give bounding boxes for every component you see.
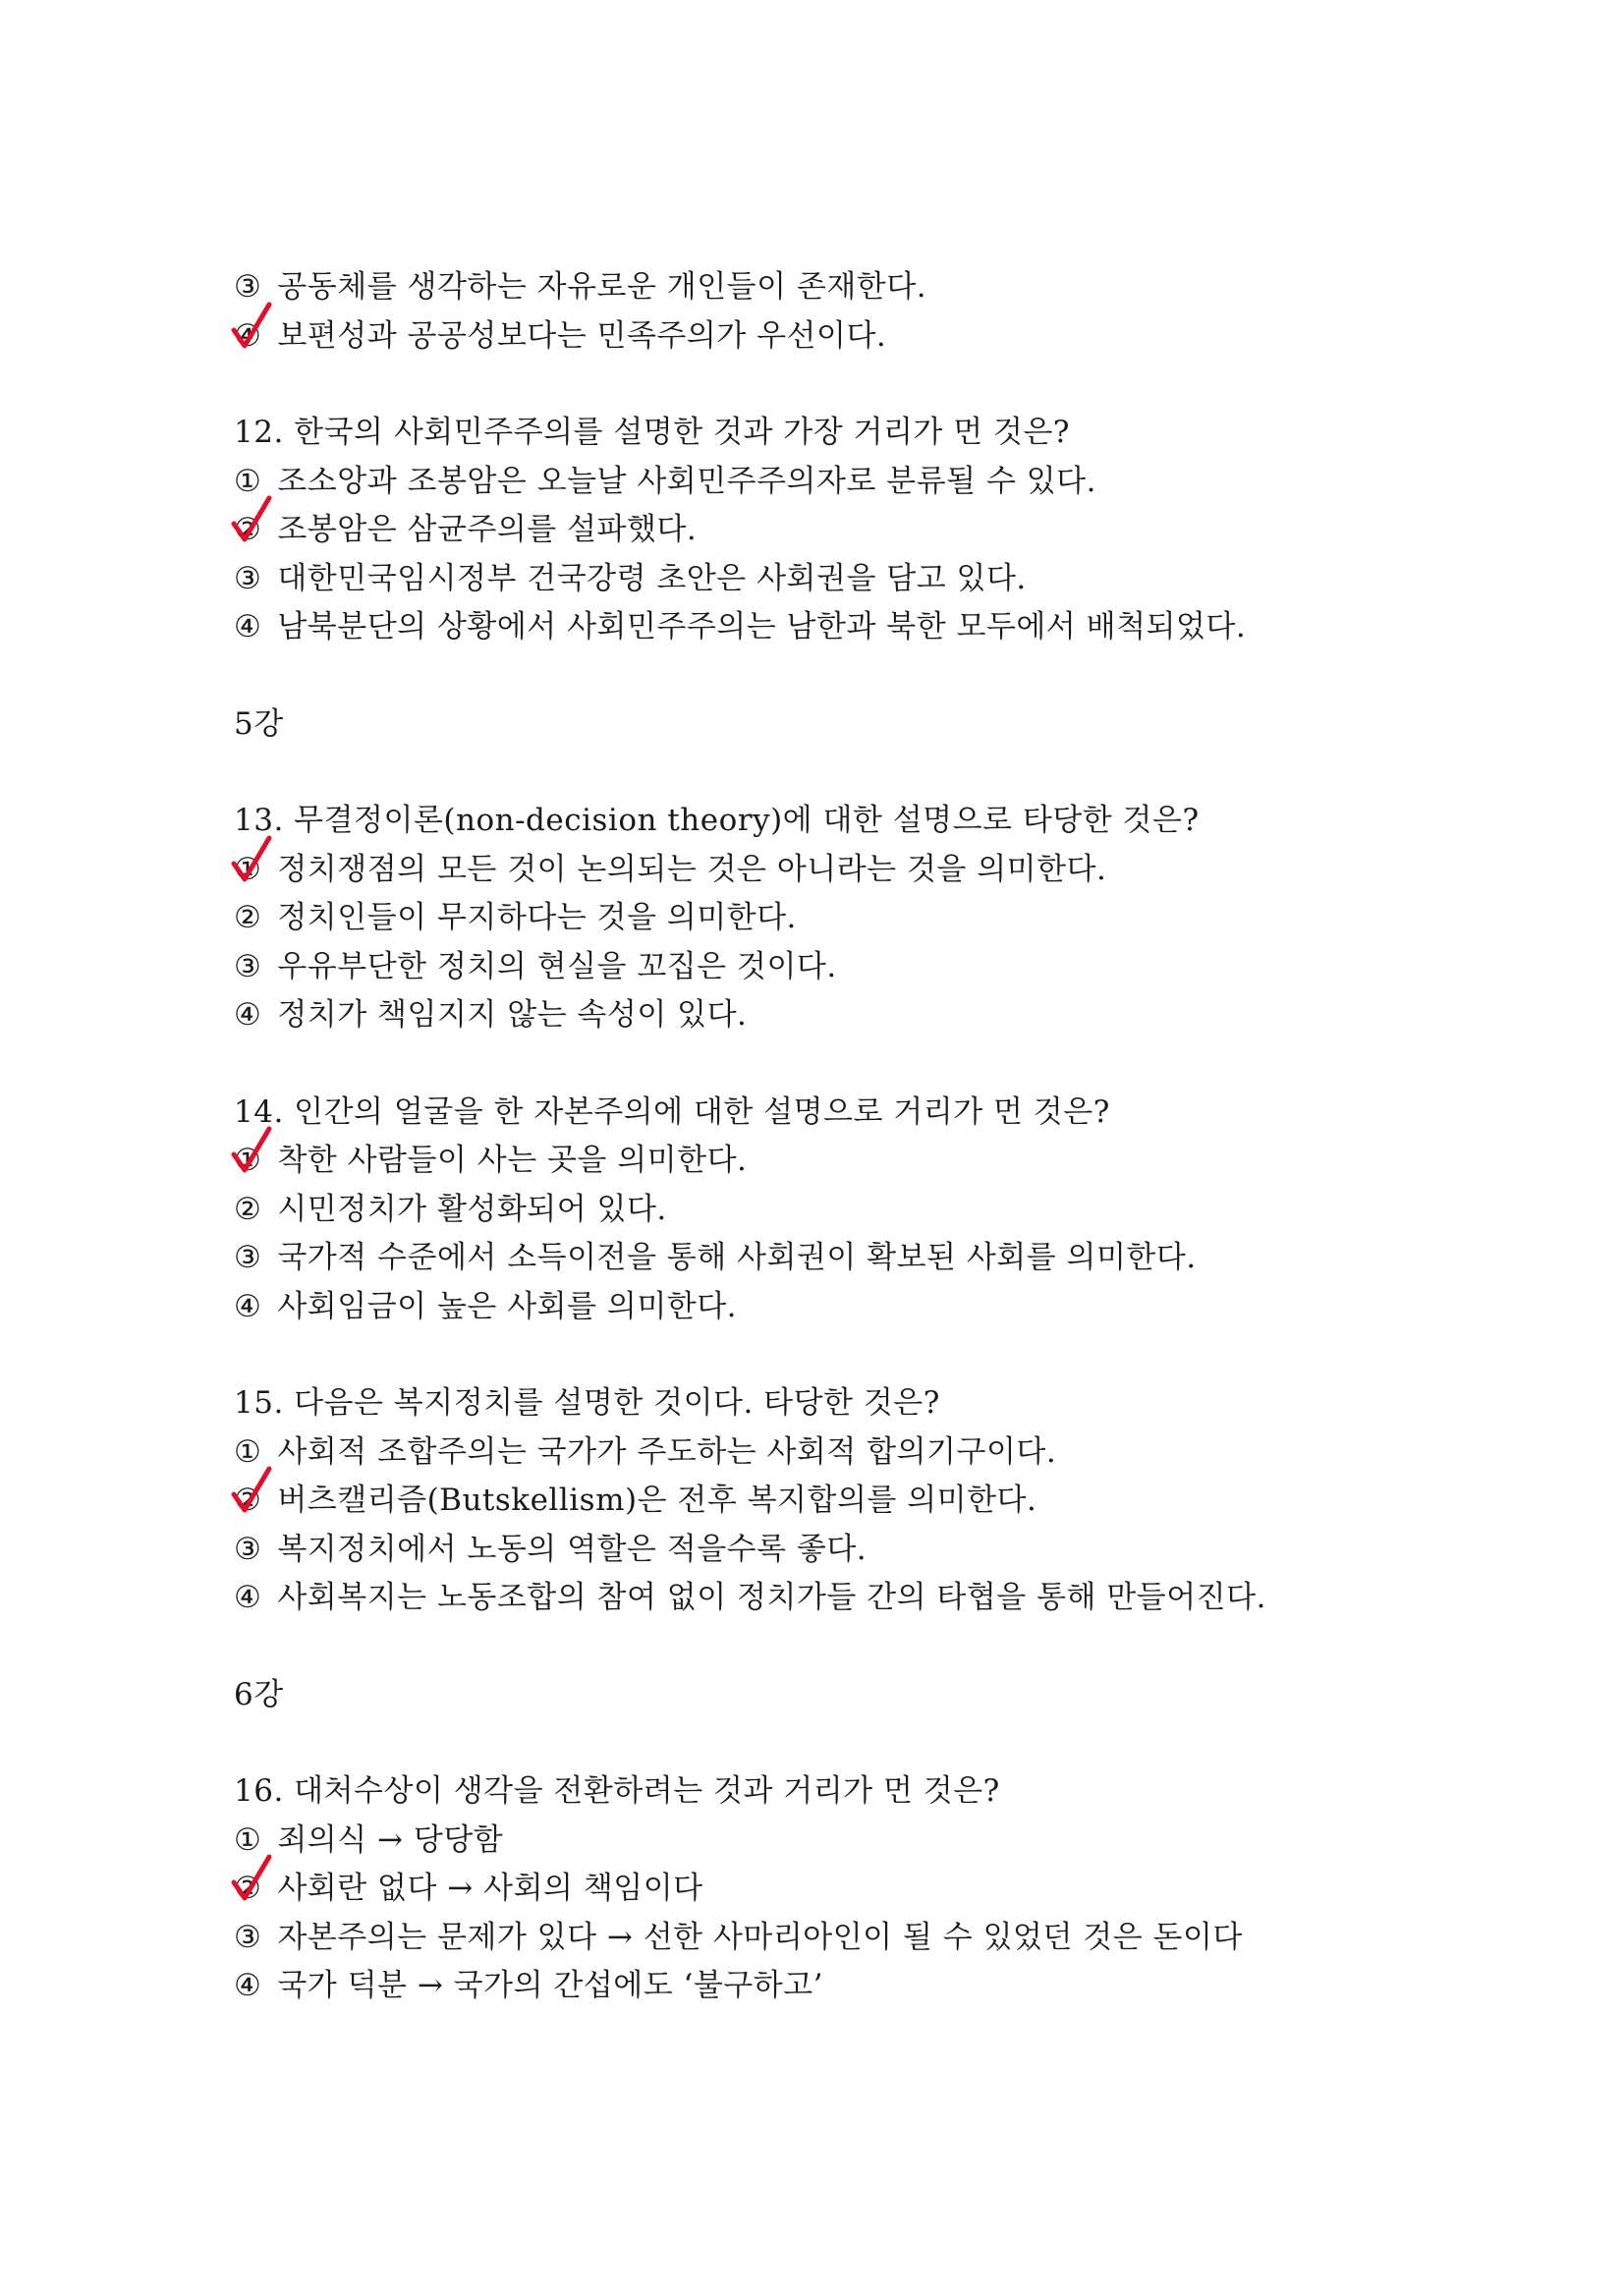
option-text: 버츠캘리즘(Butskellism)은 전후 복지합의를 의미한다. <box>277 1483 1037 1518</box>
q13-option-1 <box>234 846 1393 895</box>
option-text: 조소앙과 조봉암은 오늘날 사회민주주의자로 분류될 수 있다. <box>277 463 1096 499</box>
q13-question: 13. 무결정이론(non-decision theory)에 대한 설명으로 타당한 것은? <box>234 803 1200 838</box>
q12-option-4 <box>234 603 1393 652</box>
option-number: ③ <box>234 269 262 305</box>
option-number: ③ <box>234 1240 262 1275</box>
option-text: 보편성과 공공성보다는 민족주의가 우선이다. <box>277 317 887 354</box>
option-text: 대한민국임시정부 건국강령 초안은 사회권을 담고 있다. <box>277 560 1027 596</box>
q15-question: 15. 다음은 복지정치를 설명한 것이다. 타당한 것은? <box>234 1385 940 1421</box>
q16-option-3 <box>234 1914 1393 1963</box>
option-number: ① <box>234 463 262 499</box>
option-number: ④ <box>234 317 262 354</box>
option-number: ② <box>234 1871 262 1906</box>
q14-option-1 <box>234 1137 1393 1186</box>
option-text: 시민정치가 활성화되어 있다. <box>277 1191 667 1227</box>
option-number: ④ <box>234 1288 262 1324</box>
option-number: ① <box>234 1143 262 1178</box>
option-text: 우유부단한 정치의 현실을 꼬집은 것이다. <box>277 948 837 984</box>
option-text: 국가적 수준에서 소득이전을 통해 사회권이 확보된 사회를 의미한다. <box>277 1240 1197 1275</box>
q14-option-3 <box>234 1234 1393 1283</box>
q16-question: 16. 대처수상이 생각을 전환하려는 것과 거리가 먼 것은? <box>234 1773 1000 1809</box>
option-number: ② <box>234 900 262 935</box>
q16-option-4 <box>234 1962 1393 2011</box>
option-number: ① <box>234 1433 262 1470</box>
q13-option-4 <box>234 991 1393 1040</box>
option-text: 사회복지는 노동조합의 참여 없이 정치가들 간의 타협을 통해 만들어진다. <box>277 1580 1266 1615</box>
option-number: ③ <box>234 948 262 984</box>
q12-option-2 <box>234 506 1393 555</box>
option-text: 사회란 없다 → 사회의 책임이다 <box>277 1871 703 1906</box>
q15-option-3 <box>234 1526 1393 1575</box>
option-text: 사회임금이 높은 사회를 의미한다. <box>277 1288 738 1324</box>
option-number: ④ <box>234 609 262 644</box>
option-number: ④ <box>234 1968 262 2003</box>
option-text: 착한 사람들이 사는 곳을 의미한다. <box>277 1143 748 1178</box>
option-text: 죄의식 → 당당함 <box>277 1821 504 1858</box>
option-text: 복지정치에서 노동의 역할은 적을수록 좋다. <box>277 1531 868 1567</box>
option-number: ④ <box>234 1580 262 1615</box>
q16-option-1 <box>234 1817 1393 1866</box>
option-number: ① <box>234 851 262 887</box>
q14-option-4 <box>234 1283 1393 1332</box>
option-number: ① <box>234 1821 262 1858</box>
option-text: 정치가 책임지지 않는 속성이 있다. <box>277 997 748 1033</box>
q14-question: 14. 인간의 얼굴을 한 자본주의에 대한 설명으로 거리가 먼 것은? <box>234 1093 1110 1130</box>
q14-option-2 <box>234 1186 1393 1235</box>
option-text: 사회적 조합주의는 국가가 주도하는 사회적 합의기구이다. <box>277 1433 1057 1470</box>
option-text: 남북분단의 상황에서 사회민주주의는 남한과 북한 모두에서 배척되었다. <box>277 609 1247 644</box>
lecture-6-heading: 6강 <box>234 1676 284 1712</box>
option-number: ④ <box>234 997 262 1033</box>
option-text: 자본주의는 문제가 있다 → 선한 사마리아인이 될 수 있었던 것은 돈이다 <box>277 1919 1243 1955</box>
q13-option-2 <box>234 894 1393 943</box>
option-number: ③ <box>234 1531 262 1567</box>
q15-option-4 <box>234 1574 1393 1623</box>
option-number: ③ <box>234 560 262 596</box>
option-number: ② <box>234 1191 262 1227</box>
q15-option-1 <box>234 1428 1393 1478</box>
q12-option-1 <box>234 458 1393 507</box>
option-text: 공동체를 생각하는 자유로운 개인들이 존재한다. <box>277 269 927 305</box>
page-content <box>234 263 1393 2011</box>
q15-option-2 <box>234 1477 1393 1526</box>
lecture-5-heading: 5강 <box>234 705 284 742</box>
q13-option-3 <box>234 943 1393 992</box>
option-number: ③ <box>234 1919 262 1955</box>
q12-question: 12. 한국의 사회민주주의를 설명한 것과 가장 거리가 먼 것은? <box>234 415 1071 450</box>
q11-option-3 <box>234 263 1393 312</box>
option-text: 정치인들이 무지하다는 것을 의미한다. <box>277 900 797 935</box>
option-text: 국가 덕분 → 국가의 간섭에도 ‘불구하고’ <box>277 1968 824 2003</box>
option-number: ② <box>234 1483 262 1518</box>
q12-option-3 <box>234 555 1393 604</box>
q16-option-2 <box>234 1865 1393 1914</box>
option-number: ② <box>234 512 262 547</box>
option-text: 정치쟁점의 모든 것이 논의되는 것은 아니라는 것을 의미한다. <box>277 851 1107 887</box>
q11-option-4 <box>234 312 1393 362</box>
option-text: 조봉암은 삼균주의를 설파했다. <box>277 512 698 547</box>
